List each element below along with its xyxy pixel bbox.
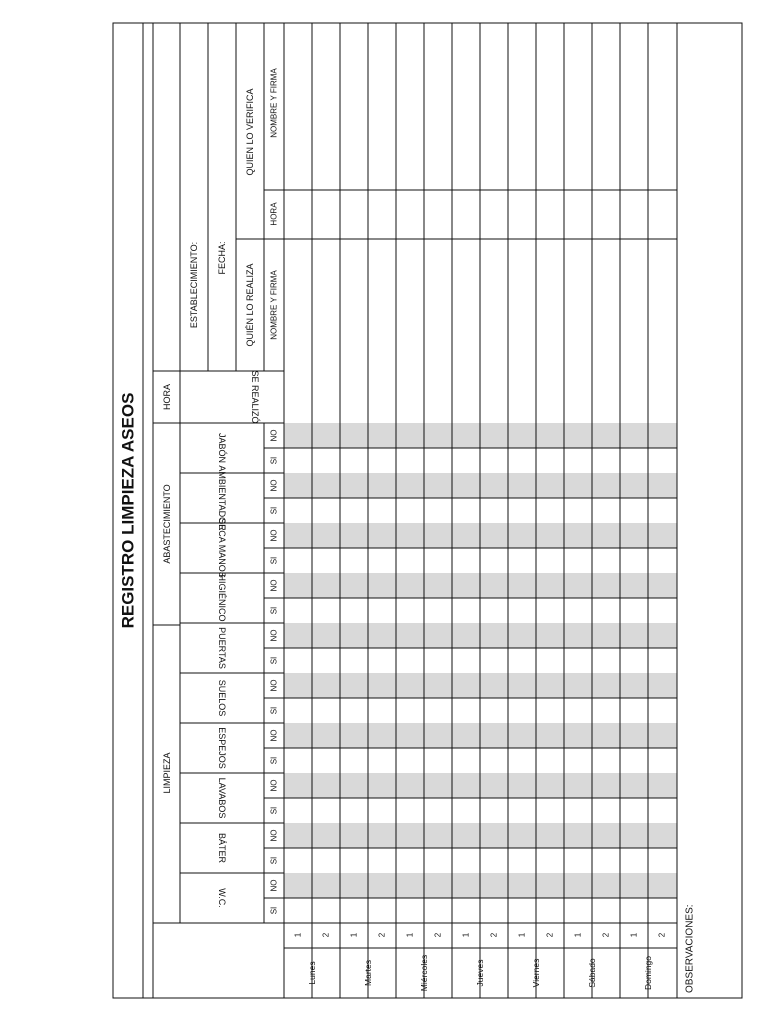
shift-label: 1	[405, 932, 415, 938]
shift-label: 2	[601, 932, 611, 938]
si-header: SI	[269, 506, 279, 515]
si-header: SI	[269, 906, 279, 915]
shift-label: 1	[573, 932, 583, 938]
shift-label: 2	[377, 932, 387, 938]
no-header: NO	[269, 479, 279, 492]
no-header: NO	[269, 579, 279, 592]
fecha-label: FECHA:	[217, 241, 227, 275]
si-header: SI	[269, 756, 279, 765]
shift-label: 1	[517, 932, 527, 938]
shift-label: 2	[657, 932, 667, 938]
quien-realiza-label: QUIÉN LO REALIZA	[245, 263, 255, 347]
shift-label: 2	[545, 932, 555, 938]
se-realizo-label: SE REALIZÓ	[250, 370, 260, 424]
limpieza-group-label: LIMPIEZA	[162, 752, 172, 794]
day-label-6: Domingo	[643, 955, 653, 991]
si-header: SI	[269, 656, 279, 665]
nombre-firma-verifica-label: NOMBRE Y FIRMA	[269, 68, 279, 138]
si-header: SI	[269, 456, 279, 465]
no-header: NO	[269, 829, 279, 842]
item-label-secamanos: SECA MANOS	[217, 518, 227, 578]
si-header: SI	[269, 806, 279, 815]
no-header: NO	[269, 729, 279, 742]
no-header: NO	[269, 629, 279, 642]
abastecimiento-group-label: ABASTECIMIENTO	[162, 484, 172, 564]
item-label-wc: W.C.	[217, 888, 227, 908]
hora-group-label: HORA	[162, 383, 172, 411]
form-title: REGISTRO LIMPIEZA ASEOS	[118, 392, 138, 629]
item-label-puertas: PUERTAS	[217, 627, 227, 669]
si-header: SI	[269, 856, 279, 865]
day-label-1: Martes	[363, 960, 373, 986]
item-label-higinico: HIGIÉNICO	[217, 574, 227, 622]
item-label-espejos: ESPEJOS	[217, 727, 227, 769]
no-header: NO	[269, 429, 279, 442]
item-label-bter: BÁTER	[217, 832, 227, 864]
day-label-0: Lunes	[307, 961, 317, 985]
day-label-2: Miércoles	[419, 954, 429, 992]
day-label-3: Jueves	[475, 959, 485, 987]
day-label-4: Viernes	[531, 958, 541, 988]
quien-verifica-label: QUIEN LO VERIFICA	[245, 88, 255, 176]
shift-label: 1	[349, 932, 359, 938]
nombre-firma-realiza-label: NOMBRE Y FIRMA	[269, 270, 279, 340]
no-header: NO	[269, 879, 279, 892]
grid-lines	[113, 23, 742, 998]
no-header: NO	[269, 779, 279, 792]
no-header: NO	[269, 529, 279, 542]
observaciones-label: OBSERVACIONES:	[684, 904, 696, 993]
shift-label: 2	[489, 932, 499, 938]
day-label-5: Sábado	[587, 958, 597, 988]
si-header: SI	[269, 556, 279, 565]
shift-label: 2	[321, 932, 331, 938]
shift-label: 1	[293, 932, 303, 938]
item-label-suelos: SUELOS	[217, 679, 227, 717]
no-header: NO	[269, 679, 279, 692]
hora-verifica-label: HORA	[269, 202, 279, 226]
establecimiento-label: ESTABLECIMIENTO:	[189, 241, 199, 329]
si-header: SI	[269, 606, 279, 615]
shift-label: 1	[629, 932, 639, 938]
item-label-jabn: JABÓN	[217, 432, 227, 464]
shift-label: 2	[433, 932, 443, 938]
item-label-lavabos: LAVABOS	[217, 777, 227, 819]
item-label-ambientador: AMBIENTADOR	[217, 465, 227, 531]
shift-label: 1	[461, 932, 471, 938]
si-header: SI	[269, 706, 279, 715]
